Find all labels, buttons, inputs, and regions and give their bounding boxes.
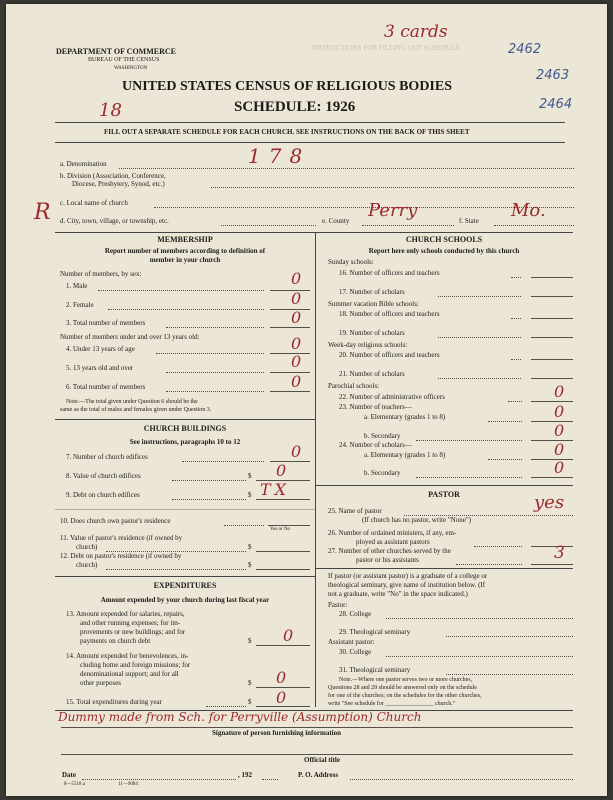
q24b-value: 0 xyxy=(554,458,565,477)
handwritten-dummy-note: Dummy made from Sch. for Perryville (Assumption) Church xyxy=(58,710,422,724)
q31-label: 31. Theological seminary xyxy=(339,666,411,674)
instruction-line: FILL OUT A SEPARATE SCHEDULE FOR EACH CHURCH. SEE INSTRUCTIONS ON THE BACK OF THIS SHEET xyxy=(104,128,470,136)
membership-sub-2: member in your church xyxy=(149,256,221,264)
q1-label: 1. Male xyxy=(66,282,88,290)
city-field-label: d. City, town, village, or township, etc. xyxy=(60,217,169,225)
q7-value: 0 xyxy=(291,442,302,461)
q15-label: 15. Total expenditures during year xyxy=(66,698,162,706)
q15-value: 0 xyxy=(276,688,287,707)
weekday-label: Week-day religious schools: xyxy=(328,341,408,349)
q3-value: 0 xyxy=(291,308,302,327)
q23b-label: b. Secondary xyxy=(364,432,401,440)
q17-label: 17. Number of scholars xyxy=(339,288,405,296)
pastor-note-3: for one of the churches; on the schedules for the other churches, xyxy=(328,693,482,699)
q28-label: 28. College xyxy=(339,610,372,618)
faded-heading: INSTRUCTIONS FOR FILLING OUT SCHEDULE xyxy=(311,44,461,52)
assistant-sub-label: Assistant pastor: xyxy=(328,638,375,646)
q18-label: 18. Number of officers and teachers xyxy=(339,310,440,318)
q16-label: 16. Number of officers and teachers xyxy=(339,269,440,277)
expenditures-heading: EXPENDITURES xyxy=(153,581,217,590)
q24b-label: b. Secondary xyxy=(364,469,401,477)
q21-label: 21. Number of scholars xyxy=(339,370,405,378)
membership-sub-1: Report number of members according to definition of xyxy=(104,247,266,255)
q11-label-2: church) xyxy=(76,543,98,551)
q4-value: 0 xyxy=(291,334,302,353)
q9-dollar: $ xyxy=(248,491,252,499)
q6-value: 0 xyxy=(291,372,302,391)
q3-label: 3. Total number of members xyxy=(66,319,146,327)
graduate-note-2: theological seminary, give name of institution below. (If xyxy=(328,581,486,589)
q7-label: 7. Number of church edifices xyxy=(66,453,148,461)
schools-sub: Report here only schools conducted by this church xyxy=(368,247,520,255)
print-number: 11—9084 xyxy=(118,782,138,787)
pastor-note-2: Questions 28 and 29 should be answered only on the schedule xyxy=(328,685,477,691)
handwritten-18: 18 xyxy=(99,100,122,121)
form-title: UNITED STATES CENSUS OF RELIGIOUS BODIES xyxy=(122,79,453,94)
q24a-value: 0 xyxy=(554,440,565,459)
county-label: e. County xyxy=(322,217,350,225)
q1-value: 0 xyxy=(291,269,302,288)
q14-line-4: other purposes xyxy=(80,679,122,687)
handwritten-cards: 3 cards xyxy=(384,22,448,42)
q24a-label: a. Elementary (grades 1 to 8) xyxy=(364,451,446,459)
form-number: 8—5518 a xyxy=(64,782,85,787)
q5-label: 5. 13 years old and over xyxy=(66,364,134,372)
q14-value: 0 xyxy=(276,668,287,687)
q13-line-2: and other running expenses; for im- xyxy=(80,619,181,627)
buildings-heading: CHURCH BUILDINGS xyxy=(143,424,227,433)
summer-label: Summer vacation Bible schools: xyxy=(328,300,419,308)
q12-label-2: church) xyxy=(76,561,98,569)
q29-label: 29. Theological seminary xyxy=(339,628,411,636)
denomination-label: a. Denomination xyxy=(60,160,107,168)
q14-line-2: cluding home and foreign missions; for xyxy=(80,661,191,669)
graduate-note-3: not a graduate, write "No" in the space indicated.) xyxy=(328,590,468,598)
q2-value: 0 xyxy=(291,289,302,308)
handwritten-2463: 2463 xyxy=(536,68,570,83)
membership-note-2: same as the total of males and females given under Question 3. xyxy=(60,407,212,413)
q5-value: 0 xyxy=(291,352,302,371)
pastor-note-4: write "See schedule for ________________ church." xyxy=(328,701,456,707)
signature-label: Signature of person furnishing information xyxy=(212,729,341,737)
handwritten-r-mark: R xyxy=(34,200,51,225)
q13-value: 0 xyxy=(283,626,294,645)
handwritten-2462: 2462 xyxy=(508,42,542,57)
schools-heading: CHURCH SCHOOLS xyxy=(405,235,483,244)
local-name-label: c. Local name of church xyxy=(60,199,128,207)
division-label: b. Division (Association, Conference, xyxy=(60,172,166,180)
q13-line-1: 13. Amount expended for salaries, repairs, xyxy=(66,610,185,618)
under-over-label: Number of members under and over 13 years old: xyxy=(60,333,200,341)
q19-label: 19. Number of scholars xyxy=(339,329,405,337)
expenditures-sub: Amount expended by your church during last fiscal year xyxy=(100,596,270,604)
q8-label: 8. Value of church edifices xyxy=(66,472,141,480)
q14-dollar: $ xyxy=(248,679,252,687)
pastor-name-value: yes xyxy=(534,492,565,513)
membership-heading: MEMBERSHIP xyxy=(157,235,213,244)
buildings-sub: See instructions, paragraphs 10 to 12 xyxy=(129,438,241,446)
q12-dollar: $ xyxy=(248,561,252,569)
yes-no-label: Yes or No xyxy=(270,527,291,532)
q10-label: 10. Does church own pastor's residence xyxy=(60,517,171,525)
state-value: Mo. xyxy=(511,200,546,221)
q25-label: 25. Name of pastor xyxy=(328,507,382,515)
q8-dollar: $ xyxy=(248,472,252,480)
pastor-note-1: Note.—Where one pastor serves two or more churches, xyxy=(339,677,473,683)
pastor-heading: PASTOR xyxy=(428,490,460,499)
q23b-value: 0 xyxy=(554,421,565,440)
q22-label: 22. Number of administrative officers xyxy=(339,393,445,401)
q23-label: 23. Number of teachers— xyxy=(339,403,412,411)
q9-label: 9. Debt on church edifices xyxy=(66,491,140,499)
q27-value: 3 xyxy=(554,543,565,563)
bureau-label: BUREAU OF THE CENSUS xyxy=(88,57,160,63)
q9-value: TX xyxy=(260,480,291,499)
parochial-label: Parochial schools: xyxy=(328,382,380,390)
q12-label: 12. Debt on pastor's residence (if owned by xyxy=(60,552,182,560)
q23a-value: 0 xyxy=(554,402,565,421)
handwritten-2464: 2464 xyxy=(539,97,573,112)
q13-dollar: $ xyxy=(248,637,252,645)
by-sex-label: Number of members, by sex: xyxy=(60,270,142,278)
q30-label: 30. College xyxy=(339,648,372,656)
q15-dollar: $ xyxy=(248,698,252,706)
census-schedule-sheet xyxy=(6,4,607,796)
pastor-sub-label: Pastor: xyxy=(328,601,348,609)
q11-dollar: $ xyxy=(248,543,252,551)
division-label-2: Diocese, Presbytery, Synod, etc.) xyxy=(72,180,165,188)
q14-line-1: 14. Amount expended for benevolences, in- xyxy=(66,652,189,660)
q6-label: 6. Total number of members xyxy=(66,383,146,391)
county-value: Perry xyxy=(368,200,418,221)
q2-label: 2. Female xyxy=(66,301,94,309)
q26-label: 26. Number of ordained ministers, if any, em- xyxy=(328,529,457,537)
dept-label: DEPARTMENT OF COMMERCE xyxy=(56,47,177,56)
graduate-note-1: If pastor (or assistant pastor) is a graduate of a college or xyxy=(328,572,488,580)
denomination-code: 178 xyxy=(248,144,311,168)
q13-line-4: payments on church debt xyxy=(80,637,151,645)
sunday-label: Sunday schools: xyxy=(328,258,374,266)
q27-label-2: pastor or his assistants xyxy=(356,556,419,564)
q23a-label: a. Elementary (grades 1 to 8) xyxy=(364,413,446,421)
q8-value: 0 xyxy=(276,461,287,480)
date-label: Date xyxy=(62,771,76,779)
schedule-title: SCHEDULE: 1926 xyxy=(234,99,356,115)
state-label: f. State xyxy=(459,217,479,225)
membership-note-1: Note.—The total given under Question 6 should be the xyxy=(66,399,198,405)
q27-label: 27. Number of other churches served by the xyxy=(328,547,451,555)
address-label: P. O. Address xyxy=(298,771,339,779)
year-label: , 192 xyxy=(238,771,252,779)
q11-label: 11. Value of pastor's residence (if owned by xyxy=(60,534,183,542)
q13-line-3: provements or new buildings; and for xyxy=(80,628,186,636)
official-title-label: Official title xyxy=(304,756,340,764)
city-label: WASHINGTON xyxy=(114,66,148,71)
q20-label: 20. Number of officers and teachers xyxy=(339,351,440,359)
q26-label-2: ployed as assistant pastors xyxy=(356,538,430,546)
q4-label: 4. Under 13 years of age xyxy=(66,345,135,353)
q22-value: 0 xyxy=(554,382,565,401)
q25-hint: (If church has no pastor, write "None") xyxy=(362,516,472,524)
q14-line-3: denominational support; and for all xyxy=(80,670,179,678)
q24-label: 24. Number of scholars— xyxy=(339,441,412,449)
